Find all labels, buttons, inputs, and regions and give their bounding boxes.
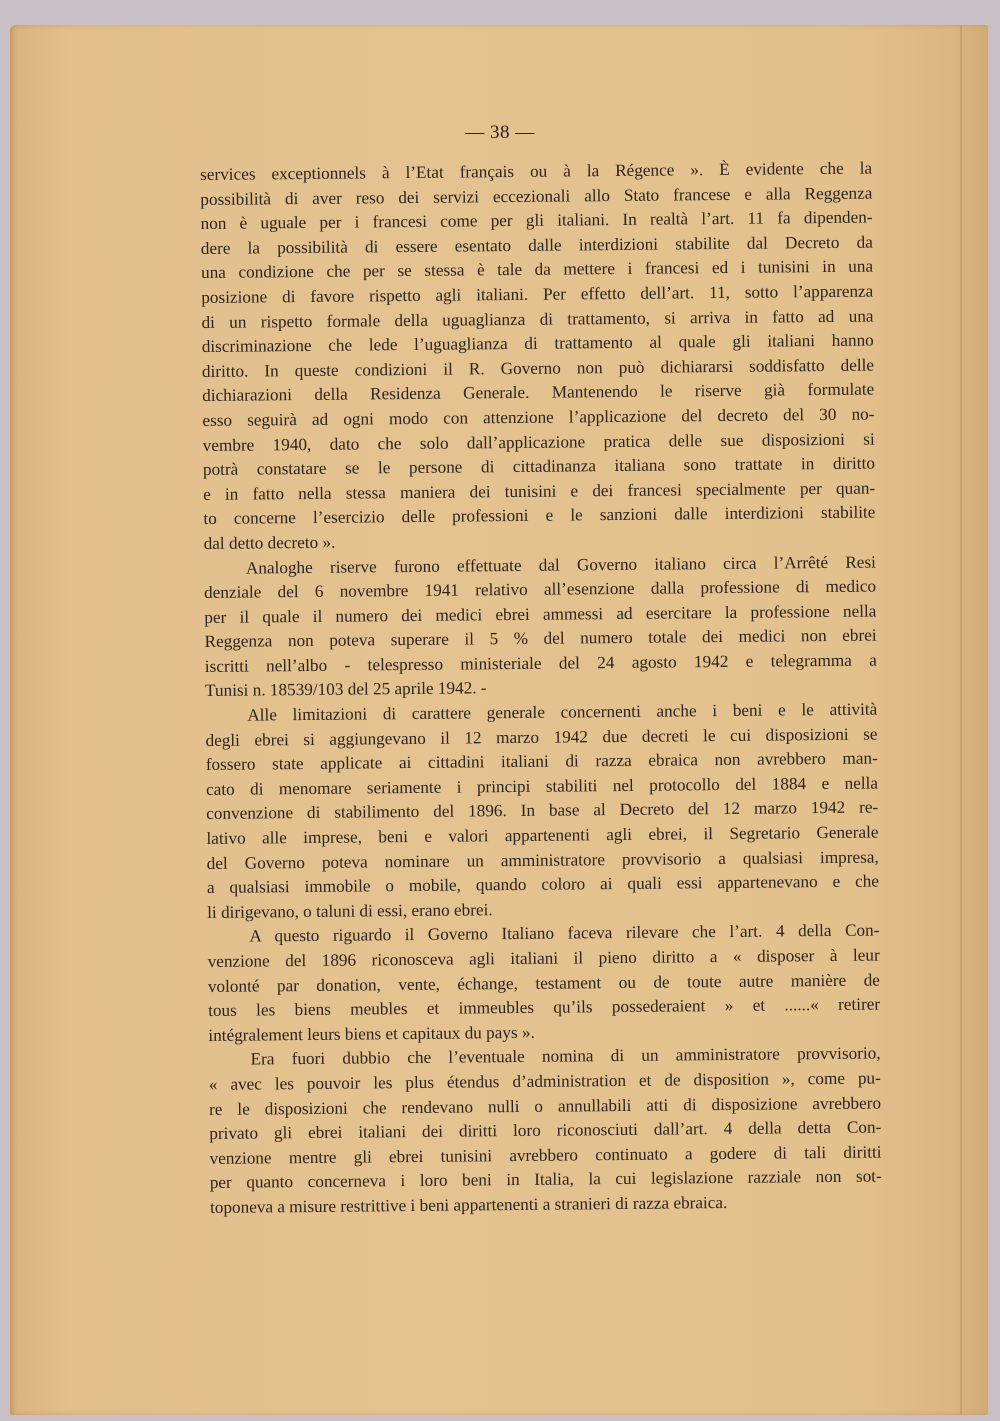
page-number: — 38 — (465, 122, 535, 143)
text-line: dal detto decreto ». (203, 532, 336, 553)
text-line: A questo riguardo il Governo Italiano faceva rilevare che l’art. 4 della Con- (249, 920, 880, 946)
page-fold-line (960, 25, 962, 1415)
paragraph (208, 1042, 882, 1221)
text-line: esso seguirà ad ogni modo con attenzione l’applicazione del decreto del 30 no- (202, 404, 875, 430)
text-line: non è uguale per i francesi come per gli italiani. In realtà l’art. 11 fa dipenden- (200, 207, 873, 234)
text-line: to concerne l’esercizio delle professioni e le sanzioni dalle interdizioni stabilite (203, 502, 876, 529)
text-line: diritto. In queste condizioni il R. Governo non può dichiararsi soddisfatto delle (201, 355, 875, 381)
text-line: venzione del 1896 riconosceva agli italiani il pieno diritto a « disposer à leur (207, 945, 880, 971)
text-line: denziale del 6 novembre 1941 relativo all’esenzione dalla professione di medico (204, 576, 877, 603)
text-line: dichiarazioni della Residenza Generale. Mantenendo le riserve già formulate (202, 379, 875, 406)
text-line: Alle limitazioni di carattere generale concernenti anche i beni e le attività (247, 699, 878, 725)
body-text (200, 157, 882, 1221)
paragraph (205, 698, 879, 926)
text-line: privato gli ebrei italiani dei diritti loro riconosciuti dall’art. 4 della detta Con- (209, 1117, 882, 1144)
paragraph (200, 157, 876, 557)
text-line: Reggenza non poteva superare il 5 % del numero totale dei medici non ebrei (204, 625, 877, 652)
paragraph (204, 550, 877, 704)
text-line: discriminazione che lede l’uguaglianza di trattamento al quale gli italiani hanno (201, 330, 874, 357)
text-line: degli ebrei si aggiungevano il 12 marzo 1942 due decreti le cui disposizioni se (205, 724, 878, 750)
text-line: dere la possibilità di essere esentato dalle interdizioni stabilite dal Decreto da (200, 232, 873, 258)
text-line: Era fuori dubbio che l’eventuale nomina di un amministratore provvisorio, (250, 1043, 881, 1069)
text-line: toponeva a misure restrittive i beni appartenenti a stranieri di razza ebraica. (209, 1192, 728, 1217)
text-line: di un rispetto formale della uguaglianza di trattamento, si arriva in fatto ad una (201, 306, 874, 332)
text-line: lativo alle imprese, beni e valori appartenenti agli ebrei, il Segretario Generale (206, 822, 879, 848)
text-line: volonté par donation, vente, échange, testament ou de toute autre manière de (207, 970, 880, 996)
text-line: venzione mentre gli ebrei tunisini avrebbero continuato a godere di tali diritti (209, 1142, 882, 1168)
text-line: services exceptionnels à l’Etat français ou à la Régence ». È evidente che la (200, 158, 873, 184)
text-line: possibilità di aver reso dei servizi eccezionali allo Stato francese e alla Reggenza (200, 183, 873, 209)
text-line: tous les biens meubles et immeubles qu’ils possederaient » et ......« retirer (208, 994, 881, 1021)
text-line: li dirigevano, o taluni di essi, erano ebrei. (207, 900, 493, 922)
text-line: Analoghe riserve furono effettuate dal Governo italiano circa l’Arrêté Resi (245, 552, 876, 578)
text-line: una condizione che per se stessa è tale da mettere i francesi ed i tunisini in una (200, 256, 874, 283)
text-line: potrà constatare se le persone di cittadinanza italiana sono trattate in diritto (202, 453, 876, 480)
text-line: iscritti nell’albo - telespresso ministeriale del 24 agosto 1942 e telegramma a (204, 650, 877, 676)
text-line: per quanto concerneva i loro beni in Italia, la cui legislazione razziale non sot- (209, 1166, 882, 1193)
text-line: cato di menomare seriamente i principi stabiliti nel protocollo del 1884 e nella (205, 773, 879, 799)
paragraph (207, 919, 880, 1048)
text-line: vembre 1940, dato che solo dall’applicazione pratica delle sue disposizioni si (202, 429, 875, 455)
text-line: fossero state applicate ai cittadini italiani di razza ebraica non avrebbero man- (205, 748, 878, 775)
text-line: del Governo poteva nominare un amministratore provvisorio a qualsiasi impresa, (206, 847, 879, 873)
text-line: a qualsiasi immobile o mobile, quando coloro ai quali essi appartenevano e che (206, 871, 880, 898)
text-line: « avec les pouvoir les plus étendus d’administration et de disposition », come pu- (208, 1068, 881, 1094)
text-line: intégralement leurs biens et capitaux du pays ». (208, 1022, 535, 1045)
text-line: Tunisi n. 18539/103 del 25 aprile 1942. - (204, 678, 487, 701)
text-line: posizione di favore rispetto agli italiani. Per effetto dell’art. 11, sotto l’apparenza (201, 281, 874, 307)
text-line: per il quale il numero dei medici ebrei ammessi ad esercitare la professione nella (204, 601, 877, 627)
text-line: re le disposizioni che rendevano nulli o annullabili atti di disposizione avrebbero (208, 1093, 882, 1119)
text-line: e in fatto nella stessa maniera dei tunisini e dei francesi specialmente per quan- (203, 478, 876, 504)
text-line: convenzione di stabilimento del 1896. In base al Decreto del 12 marzo 1942 re- (206, 797, 879, 824)
